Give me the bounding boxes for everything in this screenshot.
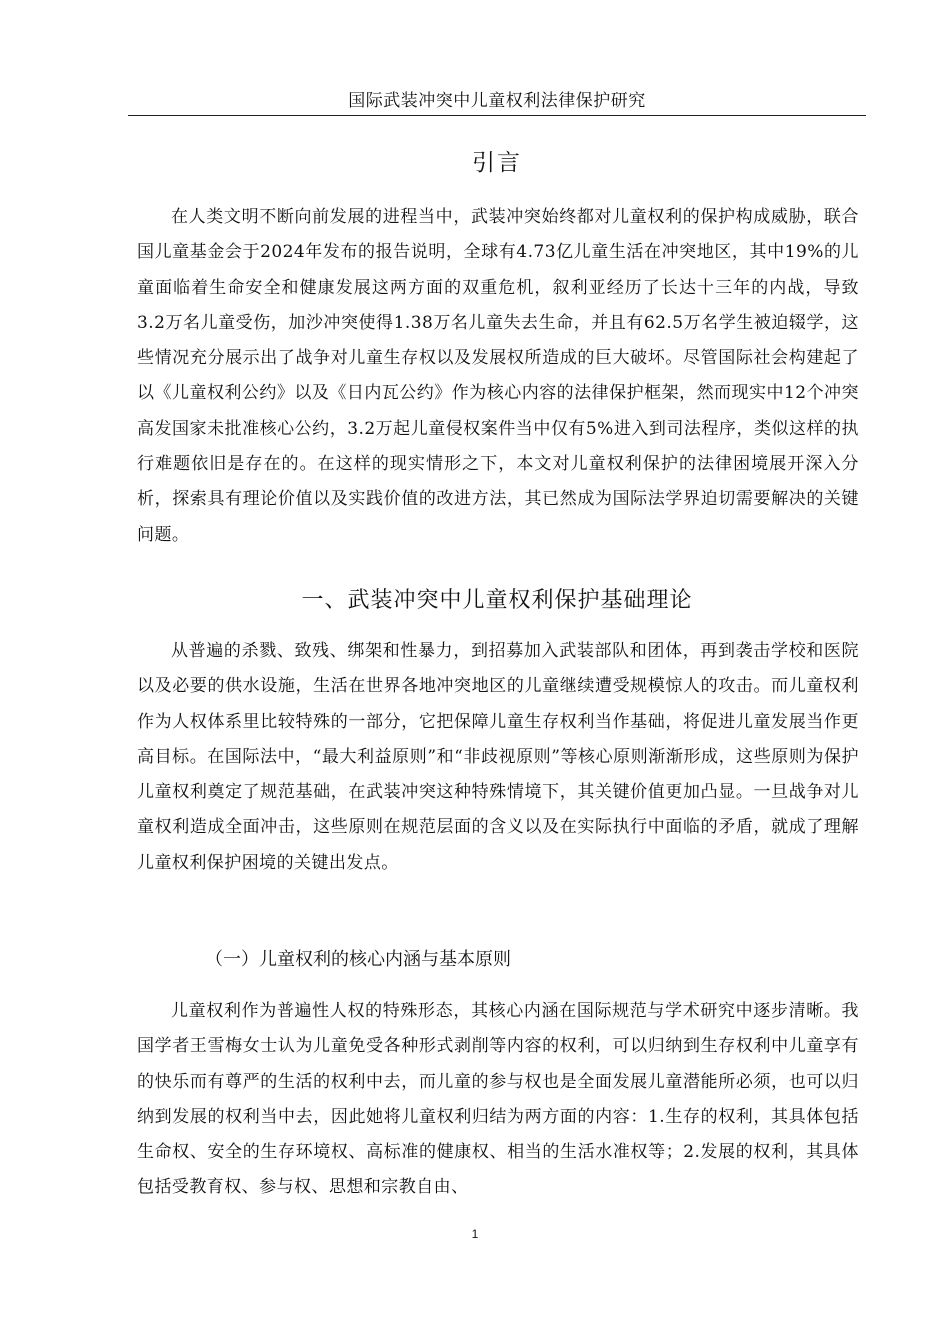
subsection-1-paragraph: 儿童权利作为普遍性人权的特殊形态，其核心内涵在国际规范与学术研究中逐步清晰。我国学者王雪梅女士认为儿童免受各种形式剥削等内容的权利，可以归纳到生存权利中儿童享有的快乐而有尊严的生活的权利中去，而儿童的参与权也是全面发展儿童潜能所必须，也可以归纳到发展的权利当中去，因此她将儿童权利归结为两方面的内容：1.生存的权利，其具体包括生命权、安全的生存环境权、高标准的健康权、相当的生活水准权等；2.发展的权利，其具体包括受教育权、参与权、思想和宗教自由、: [137, 1001, 859, 1198]
section-1-paragraph: 从普遍的杀戮、致残、绑架和性暴力，到招募加入武装部队和团体，再到袭击学校和医院以及必要的供水设施，生活在世界各地冲突地区的儿童继续遭受规模惊人的攻击。而儿童权利作为人权体系里比较特殊的一部分，它把保障儿童生存权利当作基础，将促进儿童发展当作更高目标。在国际法中，“最大利益原则”和“非歧视原则”等核心原则渐渐形成，这些原则为保护儿童权利奠定了规范基础，在武装冲突这种特殊情境下，其关键价值更加凸显。一旦战争对儿童权利造成全面冲击，这些原则在规范层面的含义以及在实际执行中面临的矛盾，就成了理解儿童权利保护困境的关键出发点。: [137, 641, 859, 873]
intro-heading: 引言: [472, 150, 522, 176]
section-1-heading: 一、武装冲突中儿童权利保护基础理论: [301, 588, 693, 613]
page-number: 1: [471, 1227, 479, 1241]
subsection-1-heading: （一）儿童权利的核心内涵与基本原则: [205, 949, 511, 970]
running-header-title: 国际武装冲突中儿童权利法律保护研究: [348, 91, 646, 111]
intro-paragraph: 在人类文明不断向前发展的进程当中，武装冲突始终都对儿童权利的保护构成威胁，联合国儿童基金会于2024年发布的报告说明，全球有4.73亿儿童生活在冲突地区，其中19%的儿童面临着生命安全和健康发展这两方面的双重危机，叙利亚经历了长达十三年的内战，导致3.2万名儿童受伤，加沙冲突使得1.38万名儿童失去生命，并且有62.5万名学生被迫辍学，这些情况充分展示出了战争对儿童生存权以及发展权所造成的巨大破坏。尽管国际社会构建起了以《儿童权利公约》以及《日内瓦公约》作为核心内容的法律保护框架，然而现实中12个冲突高发国家未批准核心公约，3.2万起儿童侵权案件当中仅有5%进入到司法程序，类似这样的执行难题依旧是存在的。在这样的现实情形之下，本文对儿童权利保护的法律困境展开深入分析，探索具有理论价值以及实践价值的改进方法，其已然成为国际法学界迫切需要解决的关键问题。: [137, 207, 859, 545]
running-header: [128, 88, 866, 116]
